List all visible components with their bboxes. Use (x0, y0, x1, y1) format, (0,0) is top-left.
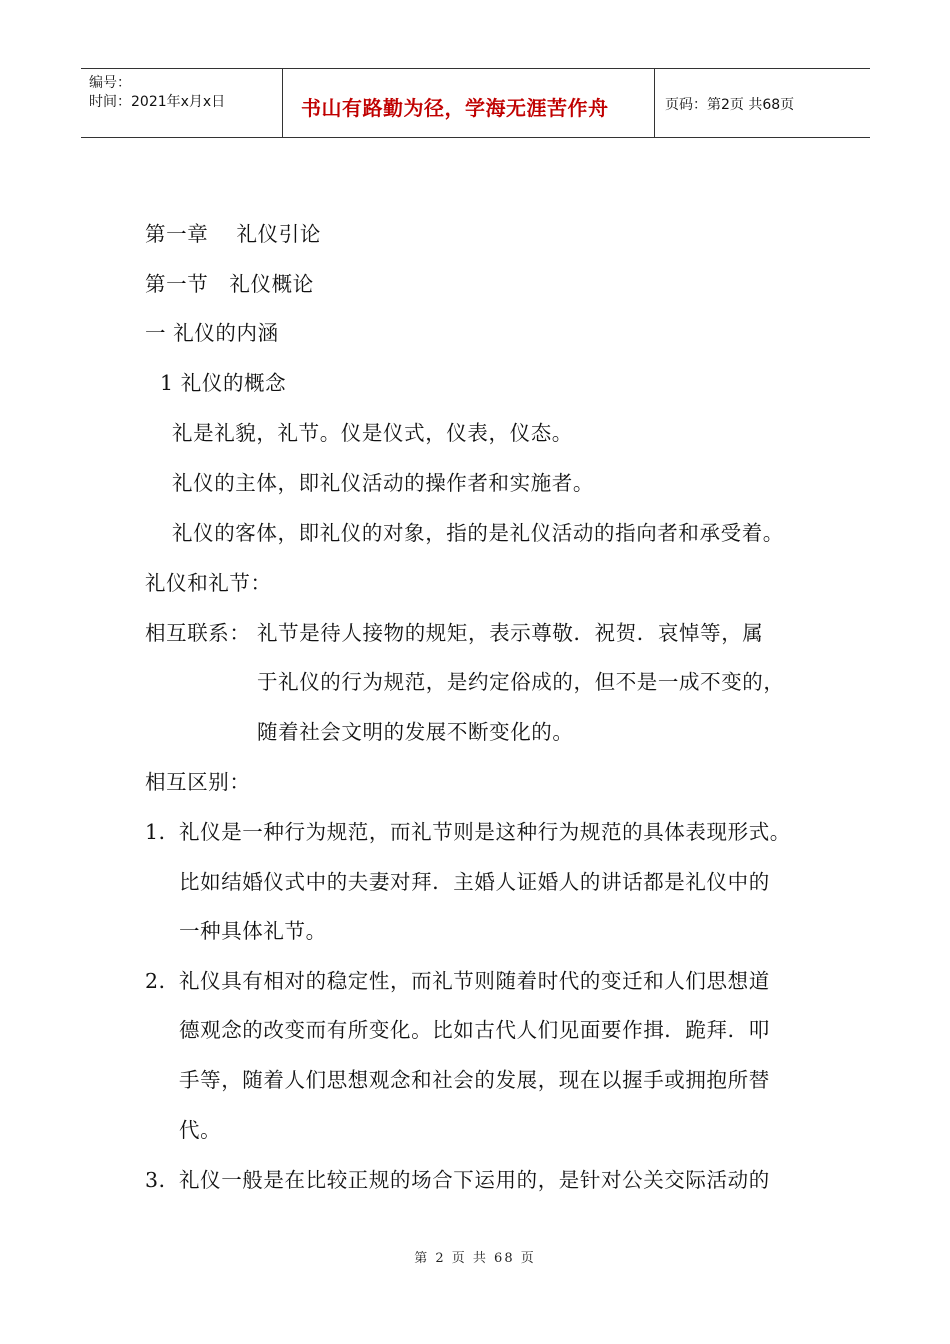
number-label: 编号： (89, 75, 131, 91)
list-line: 手等，随着人们思想观念和社会的发展，现在以握手或拥抱所替 (179, 1068, 770, 1092)
document-header (81, 68, 870, 138)
section-title: 第一节 礼仪概论 (145, 272, 314, 296)
list-line: 礼仪一般是在比较正规的场合下运用的，是针对公关交际活动的 (179, 1168, 770, 1192)
paragraph: 礼仪的主体，即礼仪活动的操作者和实施者。 (172, 471, 594, 495)
paragraph: 礼仪的客体，即礼仪的对象，指的是礼仪活动的指向者和承受着。 (172, 521, 784, 545)
paragraph: 礼是礼貌，礼节。仪是仪式，仪表，仪态。 (172, 421, 573, 445)
list-line: 代。 (179, 1118, 222, 1142)
page-label: 页码：第2页 共68页 (665, 97, 795, 113)
list-line: 礼仪是一种行为规范，而礼节则是这种行为规范的具体表现形式。 (179, 820, 791, 844)
list-number: 1． (145, 820, 180, 844)
list-number: 3． (145, 1168, 180, 1192)
relation-line: 随着社会文明的发展不断变化的。 (257, 720, 574, 744)
header-left-cell (81, 69, 283, 137)
time-label: 时间：2021年x月x日 (89, 94, 226, 110)
header-middle-cell (283, 69, 655, 137)
list-line: 比如结婚仪式中的夫妻对拜．主婚人证婚人的讲话都是礼仪中的 (179, 870, 770, 894)
relation-line: 于礼仪的行为规范，是约定俗成的，但不是一成不变的， (257, 670, 785, 694)
chapter-title: 第一章 礼仪引论 (145, 222, 321, 246)
list-line: 礼仪具有相对的稳定性，而礼节则随着时代的变迁和人们思想道 (179, 969, 770, 993)
motto: 书山有路勤为径，学海无涯苦作舟 (301, 96, 609, 120)
header-right-cell (655, 69, 870, 137)
item-title: 1 礼仪的概念 (160, 371, 287, 395)
subsection-title: 一 礼仪的内涵 (145, 321, 279, 345)
list-number: 2． (145, 969, 180, 993)
list-line: 一种具体礼节。 (179, 919, 327, 943)
relation-line: 礼节是待人接物的规矩，表示尊敬．祝贺．哀悼等，属 (257, 621, 764, 645)
relation-label: 相互联系： (145, 621, 251, 645)
difference-label: 相互区别： (145, 770, 251, 794)
paragraph: 礼仪和礼节： (145, 571, 272, 595)
list-line: 德观念的改变而有所变化。比如古代人们见面要作揖．跪拜．叩 (179, 1018, 770, 1042)
page-footer: 第 2 页 共 68 页 (414, 1251, 536, 1266)
